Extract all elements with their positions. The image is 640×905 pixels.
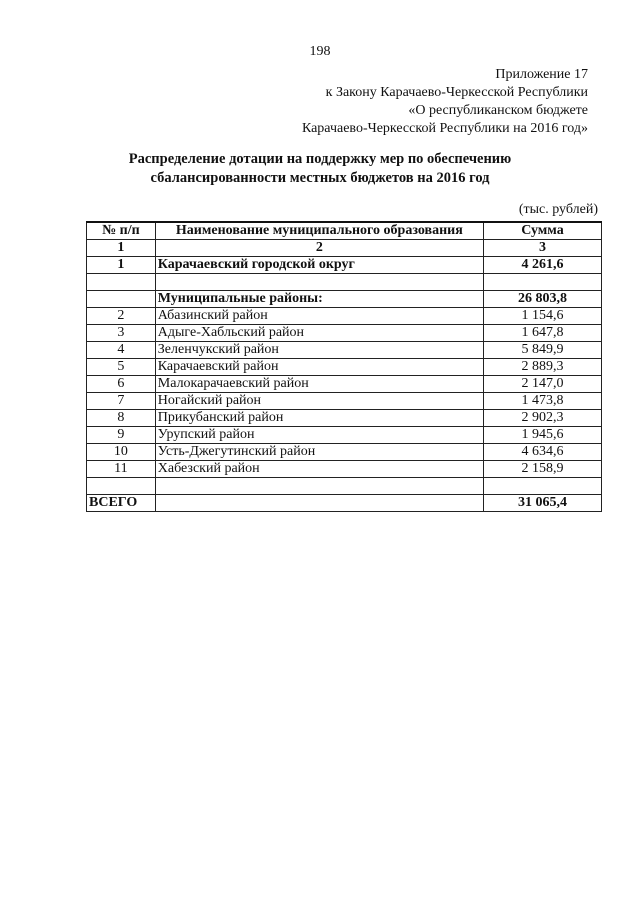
cell-number: 11 bbox=[87, 461, 156, 478]
cell-sum: 4 261,6 bbox=[483, 257, 601, 274]
cell-name: Муниципальные районы: bbox=[155, 291, 483, 308]
appendix-heading bbox=[302, 66, 588, 138]
header-name: Наименование муниципального образования bbox=[155, 222, 483, 240]
cell-number: 9 bbox=[87, 427, 156, 444]
header-sum: Сумма bbox=[483, 222, 601, 240]
title-line: Распределение дотации на поддержку мер по обеспечению bbox=[128, 151, 512, 167]
cell-sum: 1 647,8 bbox=[483, 325, 601, 342]
cell-sum: 1 154,6 bbox=[483, 308, 601, 325]
table-row bbox=[87, 393, 602, 410]
table-row-empty bbox=[87, 274, 602, 291]
table-row bbox=[87, 376, 602, 393]
cell-sum: 4 634,6 bbox=[483, 444, 601, 461]
cell-number: 2 bbox=[87, 308, 156, 325]
table-row bbox=[87, 359, 602, 376]
title-line: сбалансированности местных бюджетов на 2016 год bbox=[150, 170, 490, 186]
cell-name: Прикубанский район bbox=[155, 410, 483, 427]
cell-number: 10 bbox=[87, 444, 156, 461]
cell-sum: 5 849,9 bbox=[483, 342, 601, 359]
cell-name: Карачаевский район bbox=[155, 359, 483, 376]
cell-name: Ногайский район bbox=[155, 393, 483, 410]
cell-name: Усть-Джегутинский район bbox=[155, 444, 483, 461]
table-row bbox=[87, 410, 602, 427]
cell-number: 5 bbox=[87, 359, 156, 376]
appendix-line: Карачаево-Черкесской Республики на 2016 год» bbox=[301, 121, 588, 136]
appendix-line: «О республиканском бюджете bbox=[408, 103, 588, 118]
cell-number: 6 bbox=[87, 376, 156, 393]
cell-sum: 1 473,8 bbox=[483, 393, 601, 410]
cell: 1 bbox=[87, 240, 156, 257]
cell-number: 1 bbox=[87, 257, 156, 274]
cell-sum: 2 889,3 bbox=[483, 359, 601, 376]
table-row bbox=[87, 444, 602, 461]
table-row-empty bbox=[87, 478, 602, 495]
cell-sum: 1 945,6 bbox=[483, 427, 601, 444]
table-header-row bbox=[87, 222, 602, 240]
cell-sum: 2 147,0 bbox=[483, 376, 601, 393]
cell-name: Малокарачаевский район bbox=[155, 376, 483, 393]
column-number-row bbox=[87, 240, 602, 257]
cell-name: Карачаевский городской округ bbox=[155, 257, 483, 274]
total-sum: 31 065,4 bbox=[483, 495, 601, 512]
cell-number: 3 bbox=[87, 325, 156, 342]
cell-number: 8 bbox=[87, 410, 156, 427]
cell-sum: 2 158,9 bbox=[483, 461, 601, 478]
cell-name: Адыге-Хабльский район bbox=[155, 325, 483, 342]
cell-sum: 26 803,8 bbox=[483, 291, 601, 308]
appendix-line: к Закону Карачаево-Черкесской Республики bbox=[325, 85, 588, 100]
table-row bbox=[87, 325, 602, 342]
units-label: (тыс. рублей) bbox=[518, 202, 598, 217]
table-row bbox=[87, 308, 602, 325]
table-row bbox=[87, 427, 602, 444]
cell-name: Урупский район bbox=[155, 427, 483, 444]
table-row-total bbox=[87, 495, 602, 512]
table-row-city bbox=[87, 257, 602, 274]
page-number: 198 bbox=[309, 44, 331, 59]
total-label: ВСЕГО bbox=[87, 495, 156, 512]
table-row bbox=[87, 461, 602, 478]
cell-name: Абазинский район bbox=[155, 308, 483, 325]
table-row-districts-header bbox=[87, 291, 602, 308]
cell: 2 bbox=[155, 240, 483, 257]
subsidy-table bbox=[86, 221, 602, 512]
appendix-line: Приложение 17 bbox=[495, 67, 588, 82]
header-number: № п/п bbox=[87, 222, 156, 240]
cell-number: 4 bbox=[87, 342, 156, 359]
table-row bbox=[87, 342, 602, 359]
cell-name: Зеленчукский район bbox=[155, 342, 483, 359]
cell-number: 7 bbox=[87, 393, 156, 410]
cell-sum: 2 902,3 bbox=[483, 410, 601, 427]
document-title bbox=[0, 150, 640, 188]
cell-name: Хабезский район bbox=[155, 461, 483, 478]
cell: 3 bbox=[483, 240, 601, 257]
